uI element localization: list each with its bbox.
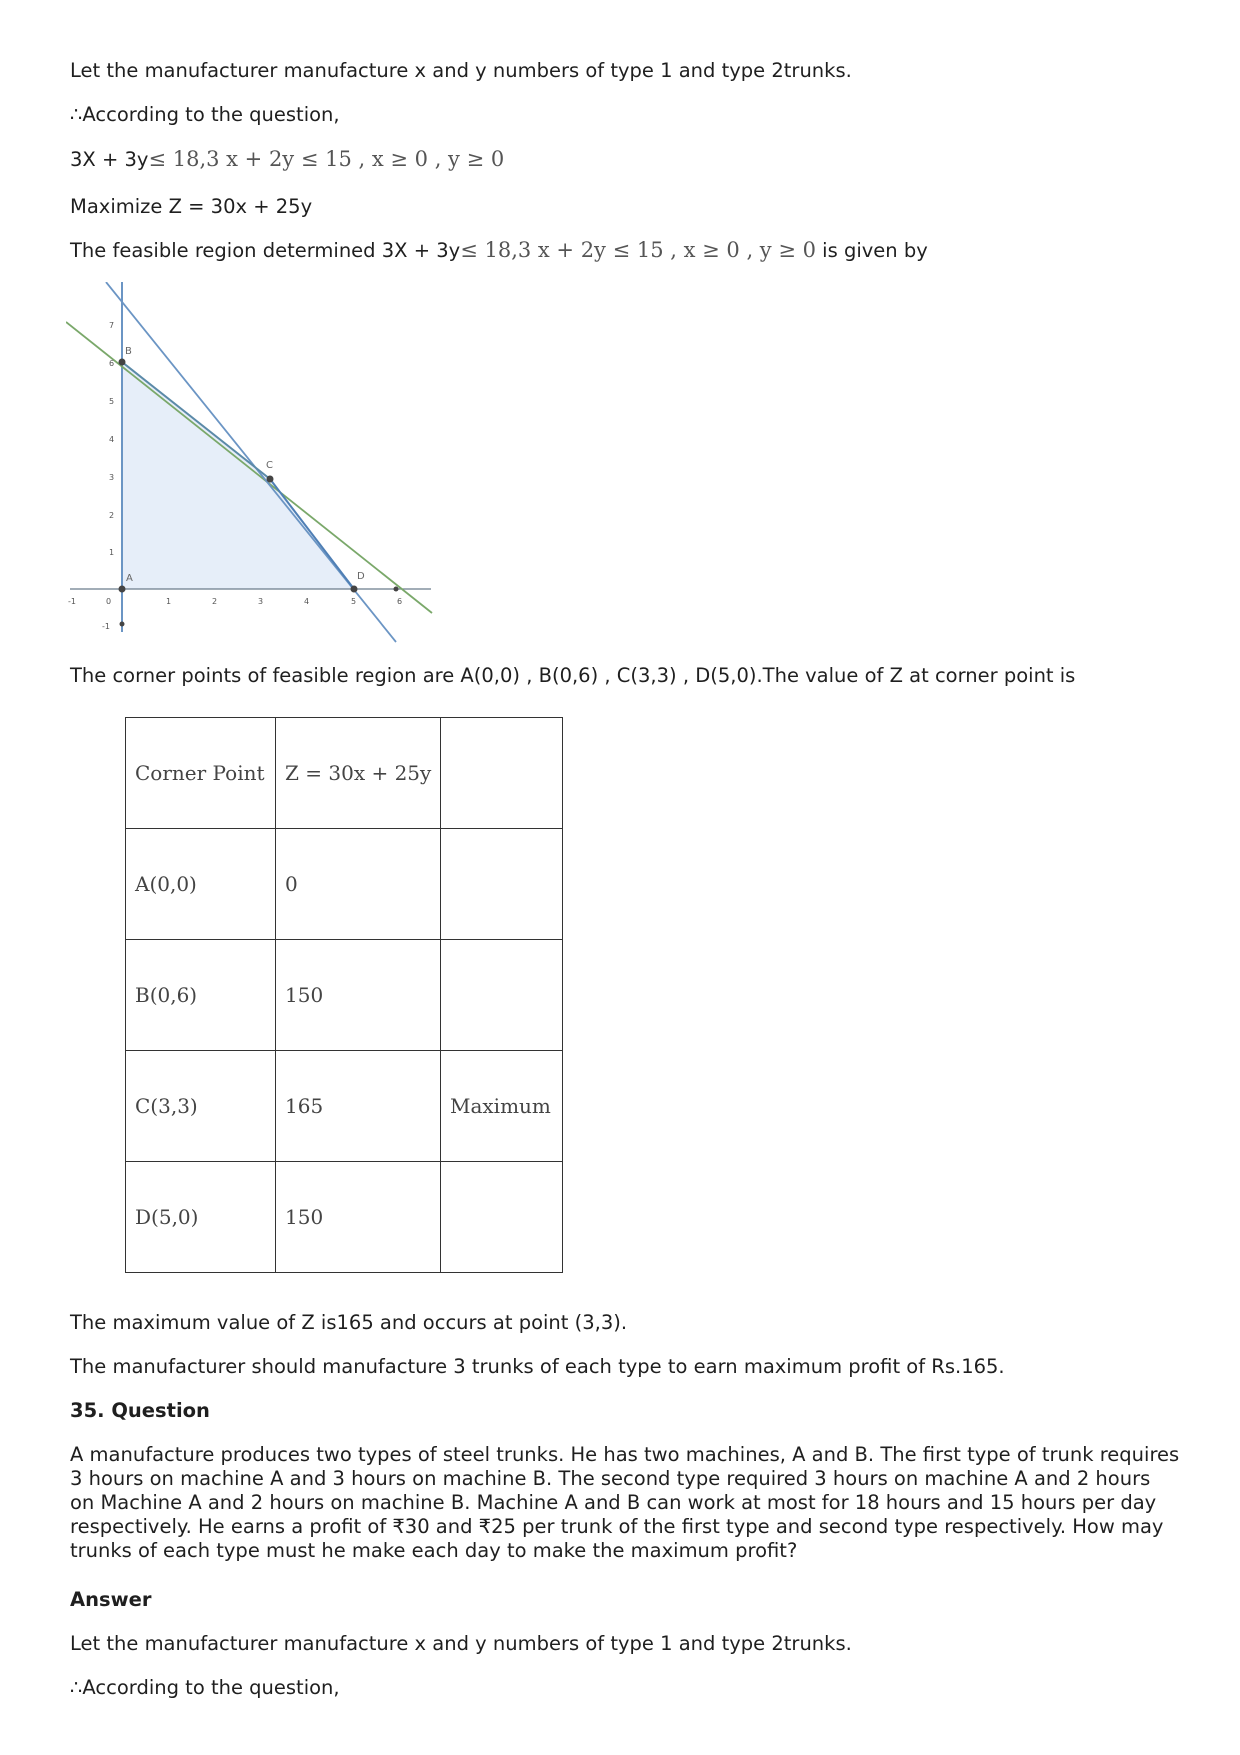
point-a [119, 586, 126, 593]
corner-point-table [125, 717, 563, 1273]
x-tick-label: -1 [68, 597, 76, 606]
y-tick-label: 3 [109, 473, 115, 482]
feasible-region-graph [66, 282, 446, 652]
maximize-line: Maximize Z = 30x + 25y [70, 195, 313, 218]
table-row [126, 1162, 563, 1273]
question-body: A manufacture produces two types of steel trunks. He has two machines, A and B. The first type of trunk requires 3 hours on machine A and 3 hours on machine B. The second type required 3 hours on machine A and 2 hours on Machine A and 2 hours on machine B. Machine A and B can work at most for 18 hours and 15 hours per day respectively. He earns a profit of ₹30 and ₹25 per trunk of the first type and second type respectively. How may trunks of each type must he make each day to make the maximum profit? [70, 1443, 1180, 1562]
question-heading: 35. Question [70, 1399, 210, 1422]
point-y-intercept [120, 622, 125, 627]
feasible-math: ≤ 18,3 x + 2y ≤ 15 , x ≥ 0 , y ≥ 0 [460, 238, 816, 262]
conclusion-line: The manufacturer should manufacture 3 trunks of each type to earn maximum profit of Rs.165. [70, 1355, 1005, 1378]
point-label-b: B [125, 346, 132, 357]
max-value-line: The maximum value of Z is165 and occurs at point (3,3). [70, 1311, 628, 1334]
intro-line: Let the manufacturer manufacture x and y numbers of type 1 and type 2trunks. [70, 59, 852, 82]
table-cell: D(5,0) [126, 1162, 276, 1273]
table-row [126, 829, 563, 940]
feasible-suffix: is given by [815, 239, 928, 262]
y-tick-label: 2 [109, 511, 115, 520]
x-tick-label: 0 [106, 597, 112, 606]
x-tick-label: 4 [304, 597, 310, 606]
point-x-intercept [394, 587, 399, 592]
point-label-c: C [266, 460, 273, 471]
table-cell: C(3,3) [126, 1051, 276, 1162]
y-tick-label: 1 [109, 548, 115, 557]
table-cell: A(0,0) [126, 829, 276, 940]
x-tick-label: 3 [258, 597, 264, 606]
table-cell: 165 [276, 1051, 441, 1162]
feasible-line [70, 238, 928, 263]
table-cell [441, 829, 563, 940]
table-header-cell: Z = 30x + 25y [276, 718, 441, 829]
table-cell [441, 940, 563, 1051]
point-label-a: A [126, 573, 133, 584]
y-tick-label: 4 [109, 435, 115, 444]
table-cell: 0 [276, 829, 441, 940]
table-row [126, 940, 563, 1051]
table-header-cell: Corner Point [126, 718, 276, 829]
point-b [119, 359, 126, 366]
y-tick-label: 6 [109, 359, 115, 368]
point-label-d: D [357, 571, 365, 582]
constraints-math: ≤ 18,3 x + 2y ≤ 15 , x ≥ 0 , y ≥ 0 [148, 147, 505, 171]
table-cell [441, 1162, 563, 1273]
answer-heading: Answer [70, 1588, 152, 1611]
constraints-line [70, 147, 504, 172]
table-row [126, 1051, 563, 1162]
table-cell: Maximum [441, 1051, 563, 1162]
x-tick-label: 2 [212, 597, 218, 606]
answer-intro-line: Let the manufacturer manufacture x and y numbers of type 1 and type 2trunks. [70, 1632, 852, 1655]
x-tick-label: 6 [397, 597, 403, 606]
y-tick-label: 7 [109, 321, 115, 330]
x-tick-label: 5 [351, 597, 357, 606]
corner-points-line: The corner points of feasible region are A(0,0) , B(0,6) , C(3,3) , D(5,0).The value of Z at corner point is [70, 664, 1076, 687]
table-header-cell [441, 718, 563, 829]
table-cell: 150 [276, 940, 441, 1051]
point-d [351, 586, 358, 593]
x-tick-label: 1 [166, 597, 172, 606]
table-cell: 150 [276, 1162, 441, 1273]
constraints-prefix: 3X + 3y [70, 148, 149, 171]
y-tick-label: -1 [102, 622, 110, 631]
table-header-row [126, 718, 563, 829]
table-cell: B(0,6) [126, 940, 276, 1051]
answer-according-line: ∴According to the question, [70, 1676, 340, 1699]
feasible-prefix: The feasible region determined 3X + 3y [70, 239, 461, 262]
y-tick-label: 5 [109, 397, 115, 406]
according-line: ∴According to the question, [70, 103, 340, 126]
point-c [267, 476, 274, 483]
feasible-region [122, 362, 354, 589]
